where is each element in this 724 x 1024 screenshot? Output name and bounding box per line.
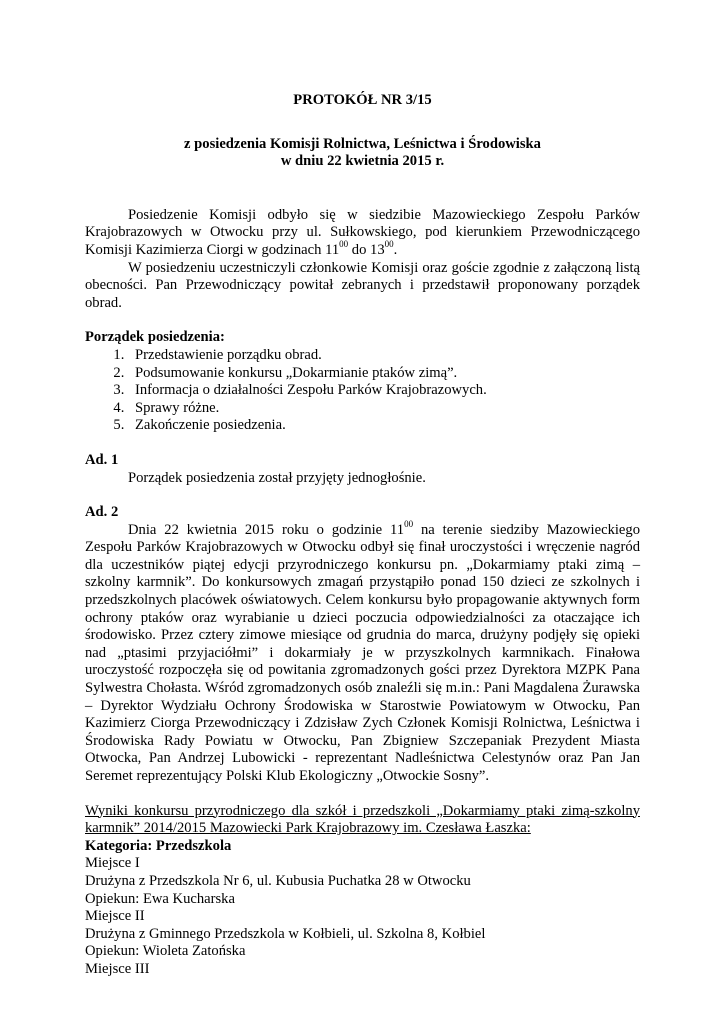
results-line: Miejsce III (85, 960, 150, 977)
agenda-item: 5. Zakończenie posiedzenia. (128, 417, 640, 435)
ad2-paragraph (85, 518, 640, 786)
results-heading: Wyniki konkursu przyrodniczego dla szkół i przedszkoli „Dokarmiamy ptaki zimą-szkolny karmnik” 2014/2015 Mazowiecki Park Krajobrazowy im. Czesława Łaszka: (85, 802, 640, 837)
ad2-text-b: na terenie siedziby Mazowieckiego Zespołu Parków Krajobrazowych w Otwocku odbył się finał uroczystości i wręczenie nagród dla uczestników piątej edycji przyrodniczego konkursu pn. „Dokarmiamy ptaki zimą – szkolny karmnik”. Do konkursowych zmagań przystąpiło ponad 150 dzieci ze szkolnych i przedszkolnych placówek oświatowych. Celem konkursu było propagowanie aktywnych form ochrony ptaków oraz wyrabianie u dzieci poczucia odpowiedzialności za otaczające ich środowisko. Przez cztery zimowe miesiące od grudnia do marca, drużyny podjęły się opieki nad „ptasimi przyjaciółmi” i dokarmiały je w przyszkolnych karmnikach. Finałowa uroczystość rozpoczęła się od powitania zgromadzonych gości przez Dyrektora MZPK Pana Sylwestra Chołasta. Wśród zgromadzonych osób znaleźli się m.in.: Pani Magdalena Żurawska – Dyrektor Wydziału Ochrony Środowiska w Starostwie Powiatowym w Otwocku, Pan Kazimierz Ciorga Przewodniczący i Zdzisław Zych Członek Komisji Rolnictwa, Leśnictwa i Środowiska Rady Powiatu w Otwocku, Pan Zbigniew Szczepaniak Prezydent Miasta Otwocka, Pan Andrzej Lubowicki - reprezentant Nadleśnictwa Celestynów oraz Pan Jan Seremet reprezentujący Polski Klub Ekologiczny „Otwockie Sosny”. (85, 521, 640, 784)
document-subtitle (85, 136, 640, 171)
intro-paragraph-1 (85, 207, 640, 260)
agenda-section (85, 329, 640, 435)
ad2-section (85, 504, 640, 786)
subtitle-line-2: w dniu 22 kwietnia 2015 r. (280, 153, 445, 170)
results-section (85, 803, 640, 979)
intro-paragraph-2: W posiedzeniu uczestniczyli członkowie Komisji oraz goście zgodnie z załączoną listą obecności. Pan Przewodniczący powitał zebranych i przedstawił proponowany porządek obrad. (85, 259, 640, 311)
ad1-text: Porządek posiedzenia został przyjęty jednogłośnie. (128, 469, 426, 486)
ad2-text-a: Dnia 22 kwietnia 2015 roku o godzinie 11 (128, 521, 405, 538)
intro-text-b: do 13 (348, 241, 385, 258)
results-category: Kategoria: Przedszkola (85, 837, 232, 854)
intro-text-c: . (393, 241, 398, 258)
time-superscript-end: 00 (384, 238, 394, 249)
subtitle-line-1: z posiedzenia Komisji Rolnictwa, Leśnictwa i Środowiska (184, 135, 541, 152)
agenda-list (85, 347, 640, 435)
agenda-heading: Porządek posiedzenia: (85, 329, 225, 346)
time-superscript-start: 00 (339, 238, 349, 249)
intro-text-a: Posiedzenie Komisji odbyło się w siedzibie Mazowieckiego Zespołu Parków Krajobrazowych w Otwocku przy ul. Sułkowskiego, pod kierunkiem Przewodniczącego Komisji Kazimierza Ciorgi w godzinach 11 (85, 206, 640, 258)
agenda-item: 1. Przedstawienie porządku obrad. (128, 347, 640, 365)
results-line: Drużyna z Gminnego Przedszkola w Kołbieli, ul. Szkolna 8, Kołbiel (85, 925, 486, 942)
ad1-section (85, 452, 640, 487)
ad1-heading: Ad. 1 (85, 451, 119, 468)
document-title: PROTOKÓŁ NR 3/15 (293, 92, 432, 108)
results-line: Miejsce II (85, 908, 145, 925)
results-line: Opiekun: Wioleta Zatońska (85, 943, 246, 960)
results-line: Drużyna z Przedszkola Nr 6, ul. Kubusia Puchatka 28 w Otwocku (85, 872, 471, 889)
document-page (85, 92, 640, 979)
results-line: Miejsce I (85, 855, 140, 872)
ad2-time-superscript: 00 (404, 518, 414, 529)
agenda-item: 2. Podsumowanie konkursu „Dokarmianie ptaków zimą”. (128, 365, 640, 383)
results-line: Opiekun: Ewa Kucharska (85, 890, 235, 907)
agenda-item: 4. Sprawy różne. (128, 400, 640, 418)
agenda-item: 3. Informacja o działalności Zespołu Parków Krajobrazowych. (128, 382, 640, 400)
ad2-heading: Ad. 2 (85, 504, 119, 521)
